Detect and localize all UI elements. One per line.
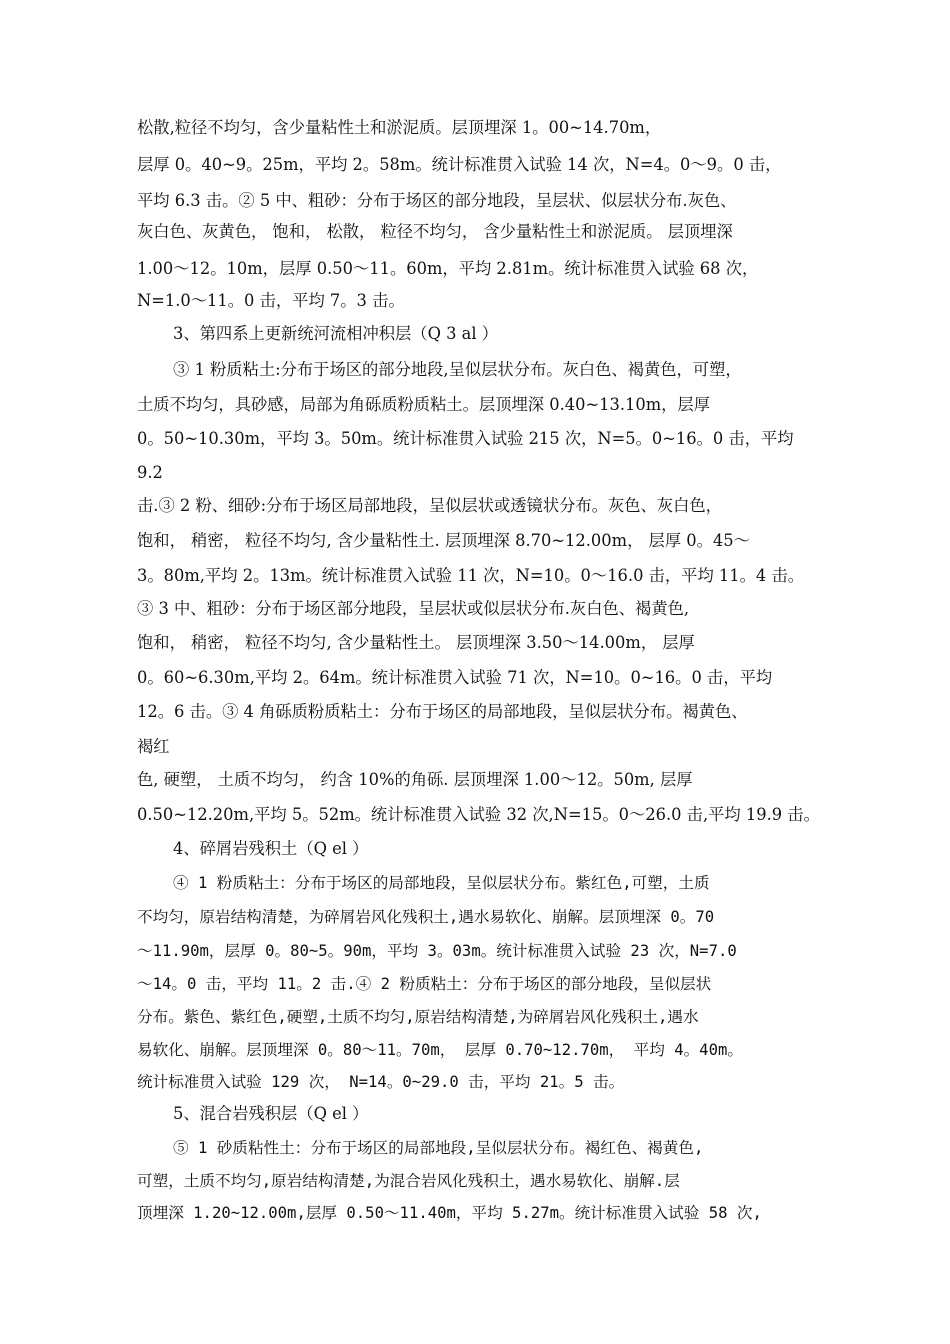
text-line: ～11.90m，层厚 0。80~5。90m，平均 3。03m。统计标准贯入试验 23 次，N=7.0 bbox=[137, 942, 737, 960]
text-line: 易软化、崩解。层顶埋深 0。80～11。70m， 层厚 0.70~12.70m， 平均 4。40m。 bbox=[137, 1041, 743, 1059]
text-line: 统计标准贯入试验 129 次， N=14。0~29.0 击，平均 21。5 击。 bbox=[137, 1073, 625, 1091]
text-line: 击.③ 2 粉、细砂:分布于场区局部地段，呈似层状或透镜状分布。灰色、灰白色， bbox=[137, 496, 722, 515]
text-line: 0.50~12.20m,平均 5。52m。统计标准贯入试验 32 次,N=15。0～26.0 击,平均 19.9 击。 bbox=[137, 805, 820, 824]
text-line: 灰白色、灰黄色， 饱和， 松散， 粒径不均匀， 含少量粘性土和淤泥质。 层顶埋深 bbox=[137, 222, 733, 241]
text-line: 0。60~6.30m,平均 2。64m。统计标准贯入试验 71 次，N=10。0~16。0 击，平均 bbox=[137, 668, 773, 687]
section-heading: 4、碎屑岩残积土（Q el ） bbox=[173, 839, 369, 858]
text-line: 0。50~10.30m，平均 3。50m。统计标准贯入试验 215 次，N=5。0~16。0 击，平均 bbox=[137, 429, 794, 448]
text-line: 1.00～12。10m，层厚 0.50～11。60m，平均 2.81m。统计标准贯入试验 68 次， bbox=[137, 259, 759, 278]
text-line: 3。80m,平均 2。13m。统计标准贯入试验 11 次，N=10。0～16.0 击，平均 11。4 击。 bbox=[137, 566, 805, 585]
text-line: 土质不均匀，具砂感，局部为角砾质粉质粘土。层顶埋深 0.40~13.10m，层厚 bbox=[137, 395, 710, 414]
text-line: 不均匀，原岩结构清楚，为碎屑岩风化残积土,遇水易软化、崩解。层顶埋深 0。70 bbox=[137, 908, 715, 926]
text-line: ④ 1 粉质粘土：分布于场区的局部地段，呈似层状分布。紫红色,可塑，土质 bbox=[173, 874, 710, 892]
text-line: 顶埋深 1.20~12.00m,层厚 0.50～11.40m，平均 5.27m。统计标准贯入试验 58 次, bbox=[137, 1204, 762, 1222]
text-line: 褐红 bbox=[137, 737, 170, 756]
text-line: 12。6 击。③ 4 角砾质粉质粘土：分布于场区的局部地段，呈似层状分布。褐黄色、 bbox=[137, 702, 748, 721]
text-line: ⑤ 1 砂质粘性土：分布于场区的局部地段,呈似层状分布。褐红色、褐黄色, bbox=[173, 1139, 704, 1157]
section-heading: 3、第四系上更新统河流相冲积层（Q 3 al ） bbox=[173, 324, 499, 343]
text-line: ～14。0 击，平均 11。2 击.④ 2 粉质粘土：分布于场区的部分地段，呈似层状 bbox=[137, 975, 712, 993]
text-line: ③ 3 中、粗砂：分布于场区部分地段，呈层状或似层状分布.灰白色、褐黄色, bbox=[137, 599, 690, 618]
text-line: N=1.0～11。0 击，平均 7。3 击。 bbox=[137, 291, 405, 310]
text-line: 松散,粒径不均匀，含少量粘性土和淤泥质。层顶埋深 1。00~14.70m， bbox=[137, 118, 662, 137]
text-line: 饱和， 稍密， 粒径不均匀, 含少量粘性土。 层顶埋深 3.50～14.00m， 层厚 bbox=[137, 633, 695, 652]
text-line: 可塑，土质不均匀,原岩结构清楚,为混合岩风化残积土，遇水易软化、崩解.层 bbox=[137, 1172, 680, 1190]
text-line: 分布。紫色、紫红色,硬塑,土质不均匀,原岩结构清楚,为碎屑岩风化残积土,遇水 bbox=[137, 1008, 699, 1026]
section-heading: 5、混合岩残积层（Q el ） bbox=[173, 1104, 369, 1123]
text-line: 平均 6.3 击。② 5 中、粗砂：分布于场区的部分地段，呈层状、似层状分布.灰色、 bbox=[137, 191, 737, 210]
text-line: 层厚 0。40~9。25m，平均 2。58m。统计标准贯入试验 14 次，N=4。0～9。0 击， bbox=[137, 155, 782, 174]
text-line: 饱和， 稍密， 粒径不均匀, 含少量粘性土. 层顶埋深 8.70~12.00m， 层厚 0。45～ bbox=[137, 531, 750, 550]
text-line: ③ 1 粉质粘土:分布于场区的部分地段,呈似层状分布。灰白色、褐黄色，可塑， bbox=[173, 360, 742, 379]
text-line: 9.2 bbox=[137, 463, 163, 482]
text-line: 色, 硬塑， 土质不均匀， 约含 10%的角砾. 层顶埋深 1.00～12。50m, 层厚 bbox=[137, 770, 693, 789]
